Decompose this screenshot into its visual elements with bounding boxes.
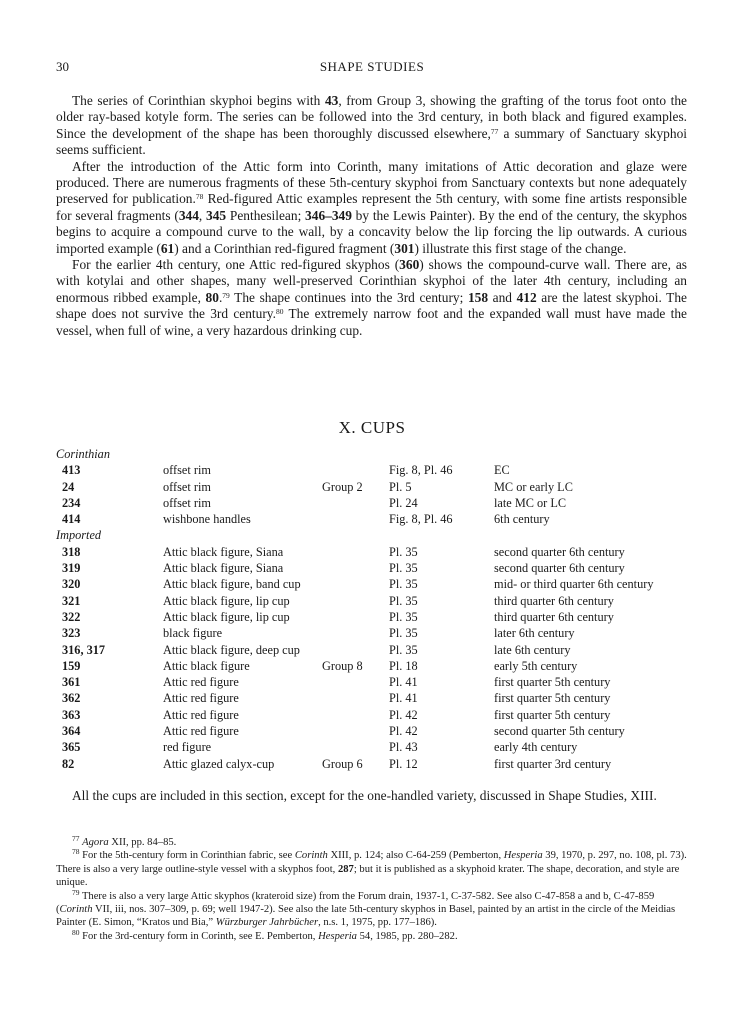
catalog-id: 362 [62, 691, 81, 706]
corinthian-rows [56, 462, 696, 527]
table-row [56, 625, 696, 641]
catalog-id: 365 [62, 740, 81, 755]
text-run: The extremely narrow foot and the expanded wall must have made the vessel, when full of wine, a very hazardous drinking cup. [56, 306, 687, 338]
date: third quarter 6th century [494, 593, 614, 608]
catalog-number: 360 [399, 257, 420, 273]
description: Attic black figure, lip cup [163, 609, 290, 624]
text-run: and [488, 289, 517, 305]
description: Attic red figure [163, 707, 239, 722]
table-row [56, 560, 696, 576]
footnote [56, 836, 687, 849]
catalog-number: 287 [337, 863, 354, 875]
description: Attic red figure [163, 675, 239, 690]
date: second quarter 6th century [494, 544, 625, 559]
text-run: Red-figured Attic examples represent the 5th century, with some fine artists responsible for several fragments ( [56, 191, 687, 223]
footnotes [56, 836, 687, 943]
date: third quarter 6th century [494, 609, 614, 624]
text-run: , from Group 3, showing the grafting of the torus foot onto the older ray-based kotyle form. The series can be followed into the 3rd century, in both black and figured examples. Since the development of the shape has been thoroughly discussed elsewhere, [56, 93, 688, 141]
description: Attic red figure [163, 724, 239, 739]
plate-reference: Pl. 41 [389, 691, 418, 706]
catalog-number: 346–349 [305, 207, 352, 223]
date: mid- or third quarter 6th century [494, 577, 654, 592]
description: red figure [163, 740, 212, 755]
text-run: For the 5th-century form in Corinthian fabric, see [79, 850, 295, 862]
text-run: by the Lewis Painter). By the end of the century, the skyphos begins to acquire a compound curve to the wall, by a concavity below the lip forcing the lip outwards. A curious imported example ( [56, 207, 687, 256]
description: Attic black figure, Siana [163, 561, 284, 576]
catalog-id: 413 [62, 463, 81, 478]
body-text [56, 93, 687, 339]
description: Attic black figure, band cup [163, 577, 301, 592]
catalog-number: 345 [206, 207, 227, 223]
date: late MC or LC [494, 495, 567, 510]
table-row [56, 576, 696, 592]
date: first quarter 5th century [494, 675, 611, 690]
table-row [56, 739, 696, 755]
italic-text: Hesperia [503, 850, 543, 862]
footnote [56, 927, 687, 943]
text-run: ) illustrate this first stage of the change. [414, 240, 627, 256]
plate-reference: Pl. 5 [389, 479, 412, 494]
plate-reference: Pl. 42 [389, 724, 418, 739]
catalog-number: 158 [467, 289, 489, 305]
description: wishbone handles [163, 512, 251, 527]
description: Attic black figure [163, 658, 250, 673]
date: EC [494, 463, 510, 478]
description: Attic glazed calyx-cup [163, 756, 275, 771]
table-row [56, 658, 696, 674]
catalog-id: 82 [62, 756, 75, 771]
plate-reference: Pl. 35 [389, 577, 418, 592]
table-row [56, 690, 696, 706]
group-heading-imported: Imported [56, 528, 102, 543]
catalog-id: 318 [62, 544, 81, 559]
italic-text: Hesperia [318, 930, 357, 942]
date: second quarter 5th century [494, 724, 625, 739]
group-heading-corinthian: Corinthian [56, 447, 110, 461]
text-run: The series of Corinthian skyphoi begins with [72, 93, 325, 108]
date: early 4th century [494, 740, 578, 755]
table-row [56, 462, 696, 478]
footnote-ref: 80 [72, 927, 80, 937]
plate-reference: Pl. 35 [389, 609, 418, 624]
catalog-number: 412 [516, 289, 537, 305]
text-run: ) shows the compound-curve wall. There are, as with kotylai and other shapes, many well-preserved Corinthian skyphoi of the later 4th century, including an enormous ribbed example, [56, 257, 687, 305]
catalog-number: 344 [178, 207, 199, 223]
text-run: The shape continues into the 3rd century; [229, 289, 468, 305]
plate-reference: Pl. 35 [389, 561, 418, 576]
section-title: X. CUPS [338, 418, 406, 437]
group: Group 6 [322, 756, 363, 771]
group: Group 8 [322, 658, 363, 673]
plate-reference: Pl. 35 [389, 626, 418, 641]
text-run: , n.s. 1, 1975, pp. 177–186). [318, 917, 437, 929]
date: first quarter 5th century [494, 707, 611, 722]
table-row [56, 756, 696, 772]
catalog-id: 234 [62, 495, 81, 510]
footnote [56, 887, 687, 930]
footnote-ref: 77 [72, 834, 80, 843]
italic-text: Corinth [59, 904, 93, 916]
text-run: After the introduction of the Attic form into Corinth, many imitations of Attic decoration and glaze were produced. There are numerous fragments of these 5th-century skyphoi from Sanctuary contexts but none adequately preserved for publication. [56, 158, 687, 207]
text-run: ; but it is published as a skyphoid krater. The shape, decoration, and style are unique. [56, 863, 680, 889]
description: offset rim [163, 495, 211, 510]
text-run: VII, iii, nos. 307–309, p. 69; well 1947-2). See also the late 5th-century skyphos in Basel, painted by an artist in the circle of the Meidias Painter (E. Simon, “Kratos und Bia,” [56, 904, 676, 929]
description: offset rim [163, 479, 211, 494]
text-run: Penthesilean; [226, 207, 306, 223]
text-run: . [218, 289, 223, 305]
table-row [56, 544, 696, 560]
plate-reference: Pl. 43 [389, 740, 418, 755]
text-run: XIII, p. 124; also C-64-259 (Pemberton, [327, 850, 504, 862]
text-run: ) and a Corinthian red-figured fragment ( [174, 240, 395, 256]
table-row [56, 479, 696, 495]
text-run: 54, 1985, pp. 280–282. [356, 930, 458, 942]
description: black figure [163, 626, 223, 641]
italic-text: Agora [82, 837, 109, 848]
paragraph [56, 257, 687, 339]
paragraph [56, 159, 687, 257]
plate-reference: Pl. 35 [389, 544, 418, 559]
plate-reference: Pl. 18 [389, 658, 418, 673]
date: first quarter 3rd century [494, 756, 612, 771]
plate-reference: Pl. 12 [389, 756, 418, 771]
table-row [56, 593, 696, 609]
description: Attic black figure, deep cup [163, 642, 300, 657]
plate-reference: Pl. 41 [389, 675, 418, 690]
cups-table [56, 446, 696, 772]
table-row [56, 674, 696, 690]
footnote-ref: 79 [222, 290, 230, 300]
footnote-ref: 78 [72, 847, 80, 857]
catalog-id: 361 [62, 675, 81, 690]
footnote-ref: 77 [490, 126, 499, 136]
closing-paragraph: All the cups are included in this section, except for the one-handled variety, discussed in Shape Studies, XIII. [72, 788, 657, 803]
plate-reference: Pl. 35 [389, 642, 418, 657]
plate-reference: Pl. 42 [389, 707, 418, 722]
footnote-ref: 78 [195, 192, 204, 202]
italic-text: Würzburger Jahrbücher [215, 917, 319, 929]
paragraph [56, 93, 687, 159]
running-title: SHAPE STUDIES [319, 59, 425, 74]
catalog-id: 316, 317 [62, 642, 106, 657]
footnote [56, 849, 687, 889]
text-run: are the latest skyphoi. The shape does not survive the 3rd century. [56, 289, 687, 322]
description: Attic black figure, lip cup [163, 593, 290, 608]
text-run: XII, pp. 84–85. [108, 837, 177, 848]
italic-text: Corinth [294, 850, 328, 862]
date: late 6th century [494, 642, 571, 657]
date: second quarter 6th century [494, 561, 625, 576]
page-number: 30 [56, 59, 69, 74]
table-row [56, 609, 696, 625]
catalog-id: 319 [62, 561, 81, 576]
description: Attic red figure [163, 691, 239, 706]
table-row [56, 642, 696, 658]
catalog-id: 320 [62, 577, 81, 592]
date: first quarter 5th century [494, 691, 611, 706]
catalog-id: 159 [62, 658, 81, 673]
description: offset rim [163, 463, 211, 478]
date: early 5th century [494, 658, 578, 673]
date: 6th century [494, 512, 550, 527]
table-row [56, 511, 696, 527]
catalog-id: 323 [62, 626, 81, 641]
date: later 6th century [494, 626, 575, 641]
plate-reference: Fig. 8, Pl. 46 [389, 463, 453, 478]
table-row [56, 723, 696, 739]
plate-reference: Pl. 35 [389, 593, 418, 608]
description: Attic black figure, Siana [163, 544, 284, 559]
catalog-number: 301 [394, 240, 415, 256]
catalog-id: 363 [62, 707, 81, 722]
footnote-ref: 80 [275, 307, 284, 317]
catalog-number: 61 [160, 240, 175, 256]
text-run: , [198, 207, 207, 223]
plate-reference: Fig. 8, Pl. 46 [389, 512, 453, 527]
imported-rows [56, 544, 696, 772]
catalog-id: 364 [62, 724, 81, 739]
plate-reference: Pl. 24 [389, 495, 418, 510]
catalog-id: 321 [62, 593, 81, 608]
table-row [56, 707, 696, 723]
text-run: For the earlier 4th century, one Attic red-figured skyphos ( [72, 257, 400, 273]
footnote-ref: 79 [72, 887, 80, 897]
date: MC or early LC [494, 479, 573, 494]
text-run: For the 3rd-century form in Corinth, see E. Pemberton, [79, 930, 319, 942]
text-run: There is also a very large Attic skyphos (krateroid size) from the Forum drain, 1937-1, C-37-582. See also C-47-858 a and b, C-47-859 ( [56, 890, 655, 916]
text-run: 39, 1970, p. 297, no. 108, pl. 73). There is also a very large outline-style vessel with a skyphos foot, [56, 850, 687, 875]
table-row [56, 495, 696, 511]
catalog-id: 322 [62, 609, 81, 624]
catalog-id: 414 [62, 512, 81, 527]
catalog-number: 80 [205, 289, 219, 305]
catalog-number: 43 [324, 93, 339, 108]
group: Group 2 [322, 479, 363, 494]
text-run: a summary of Sanctuary skyphoi seems sufficient. [56, 125, 687, 158]
catalog-id: 24 [62, 479, 75, 494]
